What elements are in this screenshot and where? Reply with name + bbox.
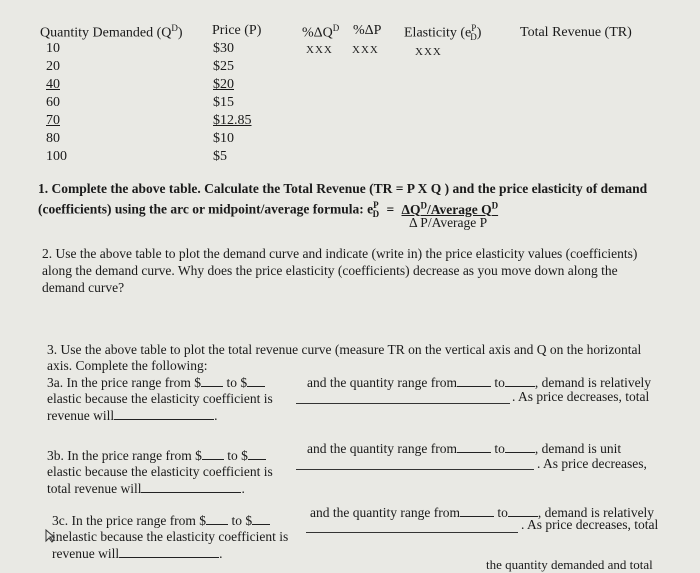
price-column — [213, 40, 252, 166]
answer-blank[interactable] — [247, 374, 265, 387]
answer-blank[interactable] — [252, 512, 270, 525]
elasticity-formula-denominator: Δ P/Average P — [409, 215, 488, 230]
placeholder-pct-p: XXX — [352, 44, 379, 56]
answer-blank[interactable] — [460, 504, 494, 517]
price-cell: $10 — [213, 131, 234, 146]
quantity-cell: 60 — [46, 95, 60, 110]
quantity-cell: 70 — [46, 113, 60, 128]
answer-blank[interactable] — [505, 440, 535, 453]
question-1-line-2: (coefficients) using the arc or midpoint/average formula: $e^P_D$ = $\Delta Q^D$/Average $Q^D$ — [38, 200, 499, 220]
price-cell: $5 — [213, 149, 227, 164]
answer-blank[interactable] — [505, 374, 535, 387]
question-2-line-2: along the demand curve. Why does the price elasticity (coefficients) decrease as you move down along the — [42, 263, 618, 278]
question-3a-quantity-range: and the quantity range from to , demand is relatively — [307, 375, 652, 390]
answer-blank[interactable] — [206, 512, 228, 525]
header-pct-change-p: %ΔP — [353, 23, 382, 38]
quantity-cell: 80 — [46, 131, 60, 146]
header-elasticity: Elasticity $(e^P_D)$ — [404, 23, 482, 43]
placeholder-elasticity: XXX — [415, 46, 442, 58]
quantity-cell: 100 — [46, 149, 67, 164]
cursor-arrow-icon — [45, 529, 55, 543]
header-total-revenue: Total Revenue (TR) — [520, 25, 632, 40]
question-3c-quantity-range: and the quantity range from to , demand is relatively — [310, 505, 655, 520]
answer-blank[interactable] — [457, 374, 491, 387]
answer-blank[interactable] — [248, 447, 266, 460]
question-2-line-1: 2. Use the above table to plot the demand curve and indicate (write in) the price elasticity values (coefficients) — [42, 246, 638, 261]
placeholder-pct-q: XXX — [306, 44, 333, 56]
quantity-cell: 40 — [46, 77, 60, 92]
question-3a-line-1: 3a. In the price range from $ to $ — [47, 374, 265, 391]
price-cell: $20 — [213, 77, 234, 92]
question-3c-line-1: 3c. In the price range from $ to $ — [52, 512, 270, 529]
question-3a-line-3: revenue will . — [47, 408, 218, 423]
question-3b-line-2: elastic because the elasticity coefficient is — [47, 464, 273, 479]
question-3-line-1: 3. Use the above table to plot the total revenue curve (measure TR on the vertical axis and Q on the horizontal — [47, 342, 642, 357]
price-cell: $12.85 — [213, 113, 252, 128]
answer-line[interactable] — [306, 532, 518, 533]
question-3b-right-2: . As price decreases, — [537, 456, 647, 471]
answer-line[interactable] — [296, 403, 510, 404]
answer-blank[interactable] — [119, 545, 219, 558]
price-cell: $30 — [213, 41, 234, 56]
question-3b-quantity-range: and the quantity range from to , demand is unit — [307, 441, 622, 456]
question-2-line-3: demand curve? — [42, 280, 125, 295]
question-3b-line-3: total revenue will . — [47, 481, 245, 496]
header-pct-change-q: $\%\Delta Q^D$ — [302, 23, 340, 41]
answer-blank[interactable] — [202, 447, 224, 460]
cutoff-text: the quantity demanded and total — [486, 557, 653, 572]
answer-blank[interactable] — [141, 480, 241, 493]
quantity-cell: 20 — [46, 59, 60, 74]
quantity-cell: 10 — [46, 41, 60, 56]
question-3c-line-3: revenue will . — [52, 546, 223, 561]
answer-blank[interactable] — [114, 407, 214, 420]
question-3c-line-2: inelastic because the elasticity coefficient is — [52, 529, 289, 544]
answer-blank[interactable] — [457, 440, 491, 453]
question-3c-right-2: . As price decreases, total — [521, 517, 659, 532]
answer-line[interactable] — [296, 469, 534, 470]
quantity-column — [46, 40, 67, 166]
question-1-line-1: 1. Complete the above table. Calculate the Total Revenue (TR = P X Q ) and the price elasticity of demand — [38, 181, 648, 196]
price-cell: $15 — [213, 95, 234, 110]
header-price: Price (P) — [212, 23, 262, 38]
price-cell: $25 — [213, 59, 234, 74]
question-3b-line-1: 3b. In the price range from $ to $ — [47, 447, 266, 464]
question-3a-right-2: . As price decreases, total — [512, 389, 650, 404]
question-3-line-2: axis. Complete the following: — [47, 358, 208, 373]
answer-blank[interactable] — [201, 374, 223, 387]
elasticity-formula-numerator: $\Delta Q^D$/Average $Q^D$ — [401, 200, 499, 217]
header-quantity: Quantity Demanded $(Q^D)$ — [40, 23, 183, 41]
question-3a-line-2: elastic because the elasticity coefficient is — [47, 391, 273, 406]
